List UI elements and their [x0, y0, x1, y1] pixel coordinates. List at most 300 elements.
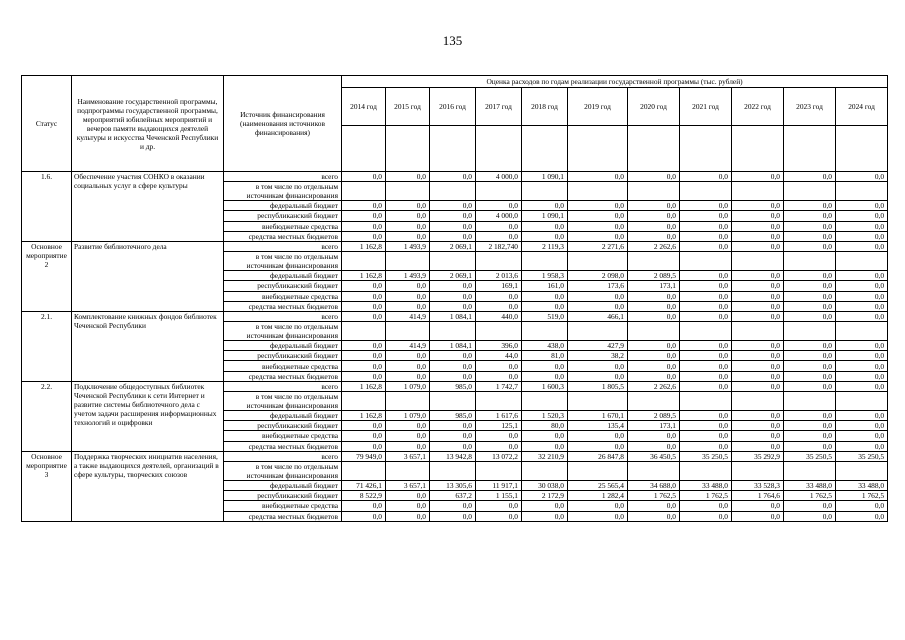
value-cell: 0,0 [430, 441, 476, 451]
value-cell: 0,0 [836, 351, 888, 361]
value-cell [476, 182, 522, 201]
value-cell: 0,0 [732, 381, 784, 391]
value-cell: 0,0 [522, 301, 568, 311]
value-cell: 0,0 [522, 441, 568, 451]
value-cell: 0,0 [784, 271, 836, 281]
value-cell: 0,0 [732, 411, 784, 421]
status-cell: 1.6. [22, 172, 72, 242]
value-cell: 0,0 [680, 341, 732, 351]
value-cell: 0,0 [386, 231, 430, 241]
value-cell: 0,0 [732, 441, 784, 451]
value-cell: 0,0 [568, 211, 628, 221]
value-cell: 13 942,8 [430, 451, 476, 461]
value-cell: 0,0 [522, 291, 568, 301]
budget-table [21, 75, 888, 522]
activity-name-cell: Подключение общедоступных библиотек Чеченской Республики к сети Интернет и развитие системы библиотечного дела с учетом задачи расширения информационных технологий и оцифровки [72, 381, 224, 451]
value-cell: 637,2 [430, 491, 476, 501]
value-cell: 0,0 [628, 291, 680, 301]
value-cell: 0,0 [784, 351, 836, 361]
value-cell: 4 000,0 [476, 211, 522, 221]
funding-source-cell: в том числе по отдельным источникам финансирования [224, 322, 342, 341]
value-cell: 1 084,1 [430, 341, 476, 351]
header-blank-cell [342, 126, 386, 172]
value-cell: 0,0 [680, 221, 732, 231]
value-cell: 0,0 [732, 211, 784, 221]
value-cell [386, 392, 430, 411]
value-cell: 1 805,5 [568, 381, 628, 391]
header-blank-cell [430, 126, 476, 172]
value-cell [476, 322, 522, 341]
value-cell [836, 461, 888, 480]
value-cell [732, 461, 784, 480]
value-cell: 0,0 [784, 231, 836, 241]
value-cell: 0,0 [732, 291, 784, 301]
funding-source-cell: средства местных бюджетов [224, 301, 342, 311]
value-cell: 2 172,9 [522, 491, 568, 501]
value-cell [628, 461, 680, 480]
value-cell: 0,0 [476, 511, 522, 521]
value-cell [386, 252, 430, 271]
header-blank-cell [386, 126, 430, 172]
value-cell [680, 461, 732, 480]
value-cell: 414,9 [386, 311, 430, 321]
value-cell [522, 252, 568, 271]
value-cell [784, 461, 836, 480]
header-blank-cell [836, 126, 888, 172]
value-cell: 1 090,1 [522, 211, 568, 221]
value-cell [342, 461, 386, 480]
funding-source-cell: республиканский бюджет [224, 351, 342, 361]
status-cell: Основное мероприятие 2 [22, 241, 72, 311]
header-year: 2017 год [476, 88, 522, 126]
value-cell [732, 322, 784, 341]
header-blank-cell [628, 126, 680, 172]
value-cell: 0,0 [342, 501, 386, 511]
value-cell [628, 322, 680, 341]
value-cell: 0,0 [342, 301, 386, 311]
value-cell: 0,0 [522, 361, 568, 371]
funding-source-cell: средства местных бюджетов [224, 441, 342, 451]
value-cell: 35 250,5 [836, 451, 888, 461]
value-cell: 0,0 [680, 501, 732, 511]
value-cell: 3 657,1 [386, 480, 430, 490]
value-cell: 2 098,0 [568, 271, 628, 281]
value-cell: 0,0 [732, 371, 784, 381]
value-cell: 0,0 [836, 361, 888, 371]
value-cell: 0,0 [430, 211, 476, 221]
funding-source-cell: в том числе по отдельным источникам финансирования [224, 182, 342, 201]
header-name: Наименование государственной программы, подпрограммы государственной программы, мероприятий юбилейных мероприятий и вечеров памяти выдающихся деятелей культуры и искусства Чеченской Республики и др. [72, 76, 224, 172]
value-cell: 32 210,9 [522, 451, 568, 461]
value-cell: 0,0 [732, 511, 784, 521]
value-cell: 169,1 [476, 281, 522, 291]
value-cell: 0,0 [386, 441, 430, 451]
value-cell [836, 182, 888, 201]
value-cell [342, 182, 386, 201]
value-cell: 173,1 [628, 281, 680, 291]
value-cell: 0,0 [342, 421, 386, 431]
value-cell: 1 764,6 [732, 491, 784, 501]
value-cell: 0,0 [386, 421, 430, 431]
table-row [22, 241, 888, 251]
funding-source-cell: федеральный бюджет [224, 271, 342, 281]
value-cell: 0,0 [476, 501, 522, 511]
value-cell: 135,4 [568, 421, 628, 431]
value-cell: 0,0 [680, 381, 732, 391]
table-header [22, 76, 888, 172]
value-cell: 0,0 [732, 311, 784, 321]
activity-name-cell: Развитие библиотечного дела [72, 241, 224, 311]
value-cell [568, 461, 628, 480]
value-cell: 0,0 [628, 441, 680, 451]
value-cell [430, 392, 476, 411]
value-cell: 11 917,1 [476, 480, 522, 490]
value-cell: 0,0 [522, 221, 568, 231]
value-cell: 0,0 [784, 311, 836, 321]
value-cell: 0,0 [784, 172, 836, 182]
value-cell: 0,0 [784, 381, 836, 391]
value-cell: 0,0 [342, 511, 386, 521]
value-cell: 0,0 [342, 291, 386, 301]
value-cell: 0,0 [680, 172, 732, 182]
value-cell: 0,0 [784, 301, 836, 311]
value-cell: 0,0 [836, 371, 888, 381]
value-cell: 0,0 [430, 172, 476, 182]
value-cell: 0,0 [836, 231, 888, 241]
value-cell: 0,0 [568, 511, 628, 521]
funding-source-cell: федеральный бюджет [224, 341, 342, 351]
value-cell: 0,0 [522, 231, 568, 241]
value-cell: 0,0 [386, 211, 430, 221]
value-cell: 0,0 [680, 421, 732, 431]
value-cell: 0,0 [386, 371, 430, 381]
value-cell: 34 688,0 [628, 480, 680, 490]
value-cell: 79 949,0 [342, 451, 386, 461]
value-cell: 1 958,3 [522, 271, 568, 281]
value-cell: 0,0 [342, 211, 386, 221]
funding-source-cell: в том числе по отдельным источникам финансирования [224, 252, 342, 271]
header-year: 2022 год [732, 88, 784, 126]
value-cell: 0,0 [628, 301, 680, 311]
value-cell [680, 252, 732, 271]
value-cell: 0,0 [680, 411, 732, 421]
value-cell: 0,0 [784, 501, 836, 511]
value-cell: 0,0 [628, 501, 680, 511]
value-cell: 0,0 [476, 201, 522, 211]
value-cell: 0,0 [836, 211, 888, 221]
value-cell: 0,0 [476, 361, 522, 371]
value-cell [476, 252, 522, 271]
value-cell: 0,0 [836, 172, 888, 182]
value-cell: 0,0 [836, 421, 888, 431]
header-status: Статус [22, 76, 72, 172]
header-year: 2019 год [568, 88, 628, 126]
value-cell: 0,0 [628, 172, 680, 182]
value-cell: 0,0 [342, 361, 386, 371]
value-cell: 0,0 [836, 301, 888, 311]
value-cell: 985,0 [430, 381, 476, 391]
value-cell [386, 182, 430, 201]
value-cell: 0,0 [836, 431, 888, 441]
header-year: 2023 год [784, 88, 836, 126]
value-cell: 0,0 [430, 281, 476, 291]
value-cell: 0,0 [430, 301, 476, 311]
value-cell: 0,0 [430, 431, 476, 441]
value-cell: 0,0 [476, 371, 522, 381]
value-cell: 0,0 [568, 361, 628, 371]
funding-source-cell: внебюджетные средства [224, 221, 342, 231]
value-cell [342, 322, 386, 341]
value-cell: 519,0 [522, 311, 568, 321]
value-cell: 0,0 [342, 311, 386, 321]
value-cell: 2 013,6 [476, 271, 522, 281]
value-cell [836, 322, 888, 341]
funding-source-cell: средства местных бюджетов [224, 231, 342, 241]
value-cell: 0,0 [568, 431, 628, 441]
value-cell: 0,0 [680, 361, 732, 371]
value-cell: 2 069,1 [430, 241, 476, 251]
funding-source-cell: всего [224, 172, 342, 182]
value-cell: 44,0 [476, 351, 522, 361]
value-cell: 0,0 [430, 201, 476, 211]
value-cell: 0,0 [732, 172, 784, 182]
value-cell: 0,0 [784, 291, 836, 301]
value-cell [476, 461, 522, 480]
value-cell [568, 392, 628, 411]
value-cell: 1 090,1 [522, 172, 568, 182]
status-cell: 2.2. [22, 381, 72, 451]
value-cell: 0,0 [732, 341, 784, 351]
value-cell [386, 322, 430, 341]
value-cell [522, 182, 568, 201]
value-cell: 0,0 [430, 221, 476, 231]
value-cell [568, 252, 628, 271]
funding-source-cell: средства местных бюджетов [224, 511, 342, 521]
value-cell: 0,0 [476, 441, 522, 451]
value-cell: 0,0 [386, 351, 430, 361]
value-cell: 1 493,9 [386, 241, 430, 251]
funding-source-cell: федеральный бюджет [224, 201, 342, 211]
value-cell: 0,0 [784, 241, 836, 251]
status-cell: 2.1. [22, 311, 72, 381]
value-cell [522, 461, 568, 480]
value-cell: 1 079,0 [386, 411, 430, 421]
value-cell: 0,0 [430, 231, 476, 241]
funding-source-cell: в том числе по отдельным источникам финансирования [224, 392, 342, 411]
value-cell: 0,0 [680, 371, 732, 381]
funding-source-cell: федеральный бюджет [224, 480, 342, 490]
value-cell: 0,0 [836, 381, 888, 391]
value-cell: 1 162,8 [342, 241, 386, 251]
status-cell: Основное мероприятие 3 [22, 451, 72, 521]
value-cell: 0,0 [386, 221, 430, 231]
value-cell: 0,0 [732, 221, 784, 231]
funding-source-cell: всего [224, 311, 342, 321]
value-cell: 0,0 [836, 281, 888, 291]
funding-source-cell: внебюджетные средства [224, 431, 342, 441]
funding-source-cell: всего [224, 381, 342, 391]
value-cell: 0,0 [732, 501, 784, 511]
value-cell: 0,0 [476, 431, 522, 441]
funding-source-cell: республиканский бюджет [224, 211, 342, 221]
value-cell: 0,0 [342, 172, 386, 182]
activity-name-cell: Поддержка творческих инициатив населения, а также выдающихся деятелей, организаций в сфере культуры, творческих союзов [72, 451, 224, 521]
table-row [22, 311, 888, 321]
value-cell: 0,0 [430, 291, 476, 301]
value-cell: 0,0 [522, 501, 568, 511]
value-cell: 3 657,1 [386, 451, 430, 461]
header-blank-cell [732, 126, 784, 172]
value-cell: 0,0 [732, 301, 784, 311]
value-cell: 0,0 [836, 501, 888, 511]
value-cell: 80,0 [522, 421, 568, 431]
value-cell: 1 762,5 [680, 491, 732, 501]
value-cell: 0,0 [568, 221, 628, 231]
value-cell: 0,0 [680, 241, 732, 251]
value-cell: 0,0 [836, 291, 888, 301]
value-cell: 0,0 [342, 341, 386, 351]
value-cell [476, 392, 522, 411]
value-cell: 0,0 [680, 301, 732, 311]
header-year: 2020 год [628, 88, 680, 126]
value-cell: 0,0 [680, 311, 732, 321]
value-cell: 0,0 [386, 281, 430, 291]
value-cell: 0,0 [430, 361, 476, 371]
value-cell: 13 072,2 [476, 451, 522, 461]
value-cell [342, 252, 386, 271]
header-blank-cell [568, 126, 628, 172]
value-cell: 173,6 [568, 281, 628, 291]
value-cell: 2 089,5 [628, 411, 680, 421]
value-cell: 0,0 [342, 351, 386, 361]
value-cell: 1 762,5 [784, 491, 836, 501]
value-cell: 414,9 [386, 341, 430, 351]
value-cell: 33 488,0 [836, 480, 888, 490]
value-cell: 0,0 [628, 221, 680, 231]
value-cell: 0,0 [568, 201, 628, 211]
table-row [22, 451, 888, 461]
value-cell: 1 600,3 [522, 381, 568, 391]
value-cell [680, 322, 732, 341]
value-cell: 30 038,0 [522, 480, 568, 490]
funding-source-cell: республиканский бюджет [224, 281, 342, 291]
value-cell: 0,0 [522, 201, 568, 211]
value-cell: 0,0 [732, 421, 784, 431]
value-cell: 0,0 [628, 511, 680, 521]
header-year: 2014 год [342, 88, 386, 126]
value-cell: 0,0 [386, 501, 430, 511]
header-blank-cell [784, 126, 836, 172]
table-row [22, 381, 888, 391]
value-cell: 0,0 [784, 201, 836, 211]
value-cell: 0,0 [836, 511, 888, 521]
value-cell: 2 119,3 [522, 241, 568, 251]
value-cell: 1 162,8 [342, 381, 386, 391]
value-cell: 33 488,0 [680, 480, 732, 490]
value-cell: 1 162,8 [342, 271, 386, 281]
value-cell: 2 271,6 [568, 241, 628, 251]
value-cell: 0,0 [568, 291, 628, 301]
value-cell: 8 522,9 [342, 491, 386, 501]
value-cell: 0,0 [430, 351, 476, 361]
value-cell [430, 322, 476, 341]
value-cell: 0,0 [386, 201, 430, 211]
value-cell: 0,0 [628, 231, 680, 241]
value-cell: 0,0 [784, 341, 836, 351]
value-cell: 1 162,8 [342, 411, 386, 421]
value-cell: 0,0 [784, 421, 836, 431]
header-source: Источник финансирования (наименования источников финансирования) [224, 76, 342, 172]
value-cell: 0,0 [836, 341, 888, 351]
funding-source-cell: внебюджетные средства [224, 291, 342, 301]
value-cell: 1 742,7 [476, 381, 522, 391]
value-cell: 0,0 [386, 301, 430, 311]
funding-source-cell: в том числе по отдельным источникам финансирования [224, 461, 342, 480]
value-cell [680, 392, 732, 411]
value-cell: 36 450,5 [628, 451, 680, 461]
value-cell [784, 252, 836, 271]
value-cell: 0,0 [342, 371, 386, 381]
value-cell: 33 528,3 [732, 480, 784, 490]
value-cell: 466,1 [568, 311, 628, 321]
value-cell: 81,0 [522, 351, 568, 361]
value-cell: 1 493,9 [386, 271, 430, 281]
value-cell: 0,0 [342, 231, 386, 241]
value-cell: 38,2 [568, 351, 628, 361]
value-cell [680, 182, 732, 201]
value-cell: 0,0 [784, 441, 836, 451]
value-cell [628, 392, 680, 411]
value-cell: 1 282,4 [568, 491, 628, 501]
value-cell: 0,0 [680, 231, 732, 241]
value-cell [784, 392, 836, 411]
value-cell: 0,0 [628, 351, 680, 361]
page-number: 135 [442, 33, 463, 48]
value-cell: 0,0 [568, 441, 628, 451]
value-cell [430, 252, 476, 271]
value-cell: 0,0 [836, 241, 888, 251]
value-cell: 0,0 [342, 431, 386, 441]
value-cell: 0,0 [386, 511, 430, 521]
value-cell: 0,0 [680, 431, 732, 441]
funding-source-cell: всего [224, 241, 342, 251]
header-year: 2016 год [430, 88, 476, 126]
value-cell [568, 322, 628, 341]
header-blank-cell [680, 126, 732, 172]
value-cell: 4 000,0 [476, 172, 522, 182]
value-cell: 0,0 [386, 361, 430, 371]
value-cell: 0,0 [732, 431, 784, 441]
value-cell: 2 182,740 [476, 241, 522, 251]
value-cell [430, 461, 476, 480]
value-cell: 0,0 [430, 501, 476, 511]
value-cell: 125,1 [476, 421, 522, 431]
value-cell: 0,0 [386, 291, 430, 301]
value-cell: 33 488,0 [784, 480, 836, 490]
value-cell: 0,0 [784, 221, 836, 231]
value-cell [836, 252, 888, 271]
value-cell: 0,0 [680, 211, 732, 221]
value-cell [430, 182, 476, 201]
value-cell: 0,0 [342, 281, 386, 291]
value-cell: 0,0 [386, 172, 430, 182]
value-cell: 0,0 [430, 511, 476, 521]
value-cell: 25 565,4 [568, 480, 628, 490]
value-cell: 0,0 [568, 301, 628, 311]
value-cell: 0,0 [680, 441, 732, 451]
value-cell: 0,0 [628, 431, 680, 441]
value-cell: 0,0 [784, 511, 836, 521]
